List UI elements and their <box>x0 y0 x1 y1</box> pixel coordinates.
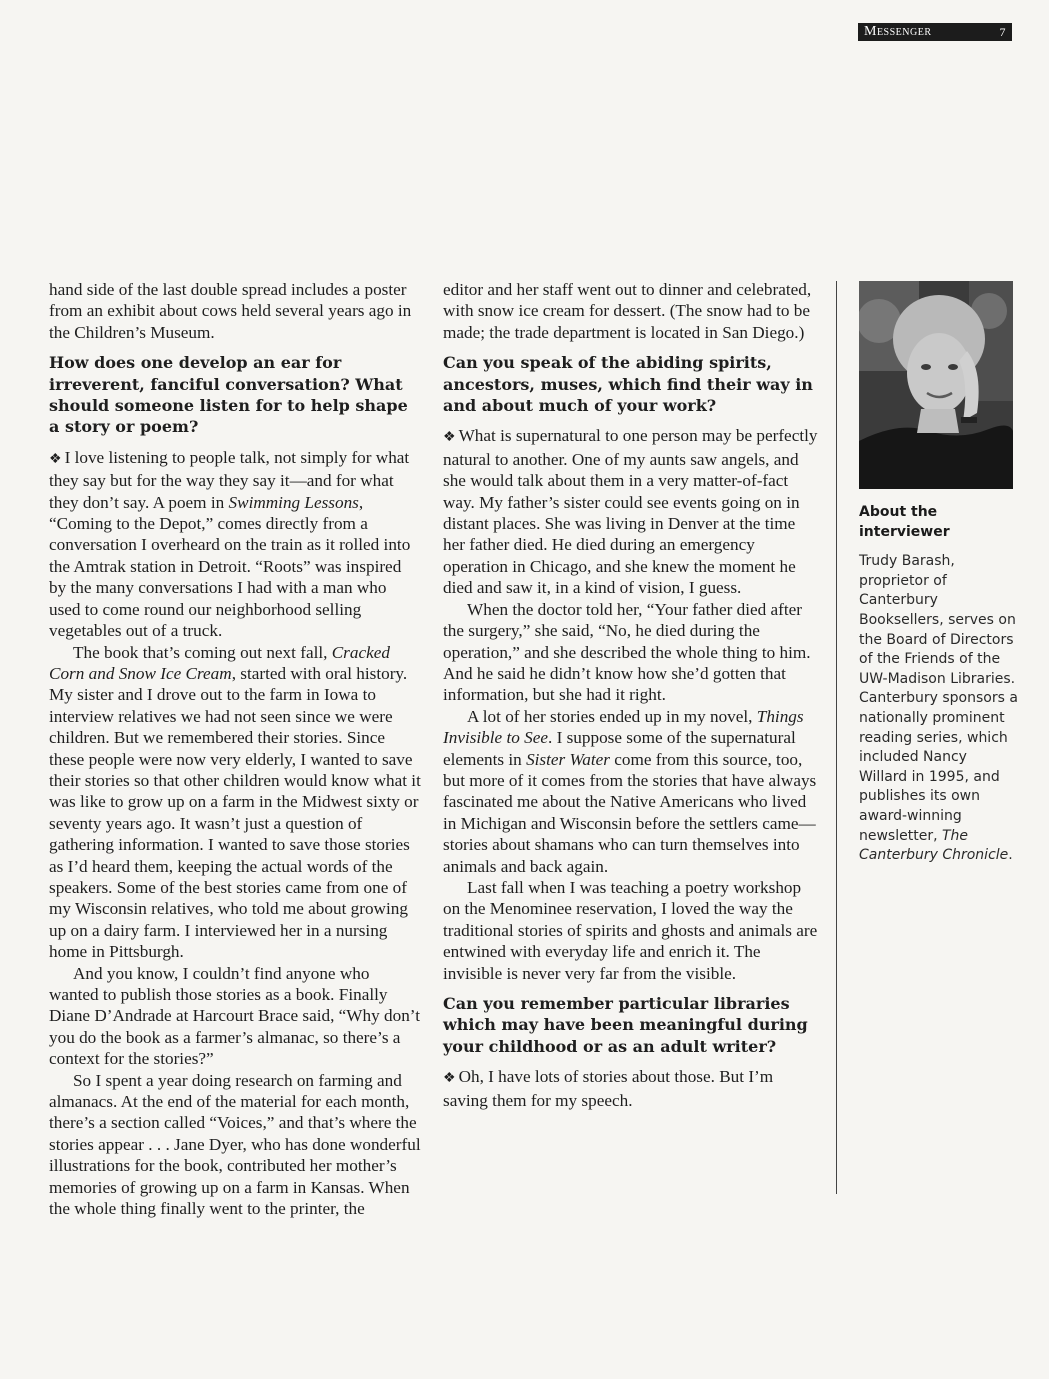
paragraph: And you know, I couldn’t find anyone who wanted to publish those stories as a book. Finally Diane D’Andrade at Harcourt Brace said, “Why don’t you do the book as a farmer’s almanac, so there’s a context for the stories?” <box>49 963 420 1069</box>
sidebar-heading: About the interviewer <box>859 504 950 540</box>
paragraph: ❖ I love listening to people talk, not simply for what they say but for the way they say it—and for what they don’t say. A poem in Swimming Lessons, “Coming to the Depot,” comes directly from a conversation I overheard on the train as it rolled into the Amtrak station in Detroit. “Roots” was inspired by the many conversations I had with a man who used to come round our neighborhood selling vegetables out of a truck. <box>49 447 411 641</box>
paragraph: ❖ Oh, I have lots of stories about those. But I’m saving them for my speech. <box>443 1067 774 1110</box>
paragraph: So I spent a year doing research on farming and almanacs. At the end of the material for each month, there’s a section called “Voices,” and that’s where the stories appear . . . Jane Dyer, who has done wonderful illustrations for the book, contributed her mother’s memories of growing up on a farm in Kansas. When the whole thing finally went to the printer, the <box>49 1070 421 1219</box>
interview-question: Can you remember particular libraries which may have been meaningful during your childhood or as an adult writer? <box>443 994 808 1056</box>
page-number: 7 <box>999 24 1006 39</box>
diamond-icon: ❖ <box>443 1071 455 1087</box>
interview-question: How does one develop an ear for irreverent, fanciful conversation? What should someone listen for to help shape a story or poem? <box>49 353 408 437</box>
book-title: Things Invisible to See <box>443 706 804 748</box>
paragraph: ❖ What is supernatural to one person may be perfectly natural to another. One of my aunts saw angels, and she would talk about them in a very matter-of-fact way. My father’s sister could see events going on in distant places. She was living in Denver at the time her father died. He died during an emergency operation in Chicago, and she knew the moment he died and saw it, in a kind of vision, I guess. <box>443 426 818 598</box>
sidebar-about-interviewer <box>859 503 1019 866</box>
sidebar-bio: Trudy Barash, proprietor of Canterbury Booksellers, serves on the Board of Directors of the Friends of the UW-Madison Libraries. Canterbury sponsors a nationally prominent reading series, which included Nancy Willard in 1995, and publishes its own award-winning newsletter, The Canterbury Chronicle. <box>859 553 1018 864</box>
diamond-icon: ❖ <box>49 451 61 467</box>
paragraph: The book that’s coming out next fall, Cracked Corn and Snow Ice Cream, started with oral history. My sister and I drove out to the farm in Iowa to interview relatives we had not seen since we were children. But we remembered their stories. Since these people were now very elderly, I wanted to save their stories so that other children would know what it was like to grow up on a farm in the Midwest sixty or seventy years ago. It wasn’t just a question of gathering information. I wanted to save those stories as I’d heard them, keeping the actual words of the speakers. Some of the best stories came from one of my Wisconsin relatives, who told me about growing up on a dairy farm. I interviewed her in a nursing home in Pittsburgh. <box>49 642 421 962</box>
portrait-illustration <box>859 281 1013 489</box>
paragraph: Last fall when I was teaching a poetry workshop on the Menominee reservation, I loved the way the traditional stories of spirits and ghosts and animals are entwined with everyday life and enrich it. The invisible is never very far from the visible. <box>443 877 818 983</box>
paragraph: When the doctor told her, “Your father died after the surgery,” she said, “No, he died during the operation,” and she described the whole thing to him. And he said he didn’t know how she’d gotten that information, but she had it right. <box>443 599 811 705</box>
newsletter-title: The Canterbury Chronicle <box>859 827 1009 864</box>
left-column <box>49 279 422 1219</box>
page-header-bar <box>858 23 1012 41</box>
interviewer-portrait <box>859 281 1013 489</box>
interview-question: Can you speak of the abiding spirits, ancestors, muses, which find their way in and about much of your work? <box>443 353 813 416</box>
paragraph: hand side of the last double spread includes a poster from an exhibit about cows held several years ago in the Children’s Museum. <box>49 280 412 342</box>
book-title: Cracked Corn and Snow Ice Cream <box>49 642 390 683</box>
column-divider <box>836 281 837 1194</box>
book-title: Sister Water <box>526 749 610 769</box>
paragraph: editor and her staff went out to dinner and celebrated, with snow ice cream for dessert. (The snow had to be made; the trade department is located in San Diego.) <box>443 280 812 342</box>
diamond-icon: ❖ <box>443 430 455 446</box>
section-title: Messenger <box>864 24 932 39</box>
book-title: Swimming Lessons <box>228 492 359 512</box>
middle-column <box>443 279 818 1111</box>
paragraph: A lot of her stories ended up in my novel, Things Invisible to See. I suppose some of the supernatural elements in Sister Water come from this source, too, but more of it comes from the stories that have always fascinated me about the Native Americans who lived in Michigan and Wisconsin before the settlers came—stories about shamans who can turn themselves into animals and back again. <box>443 706 817 876</box>
